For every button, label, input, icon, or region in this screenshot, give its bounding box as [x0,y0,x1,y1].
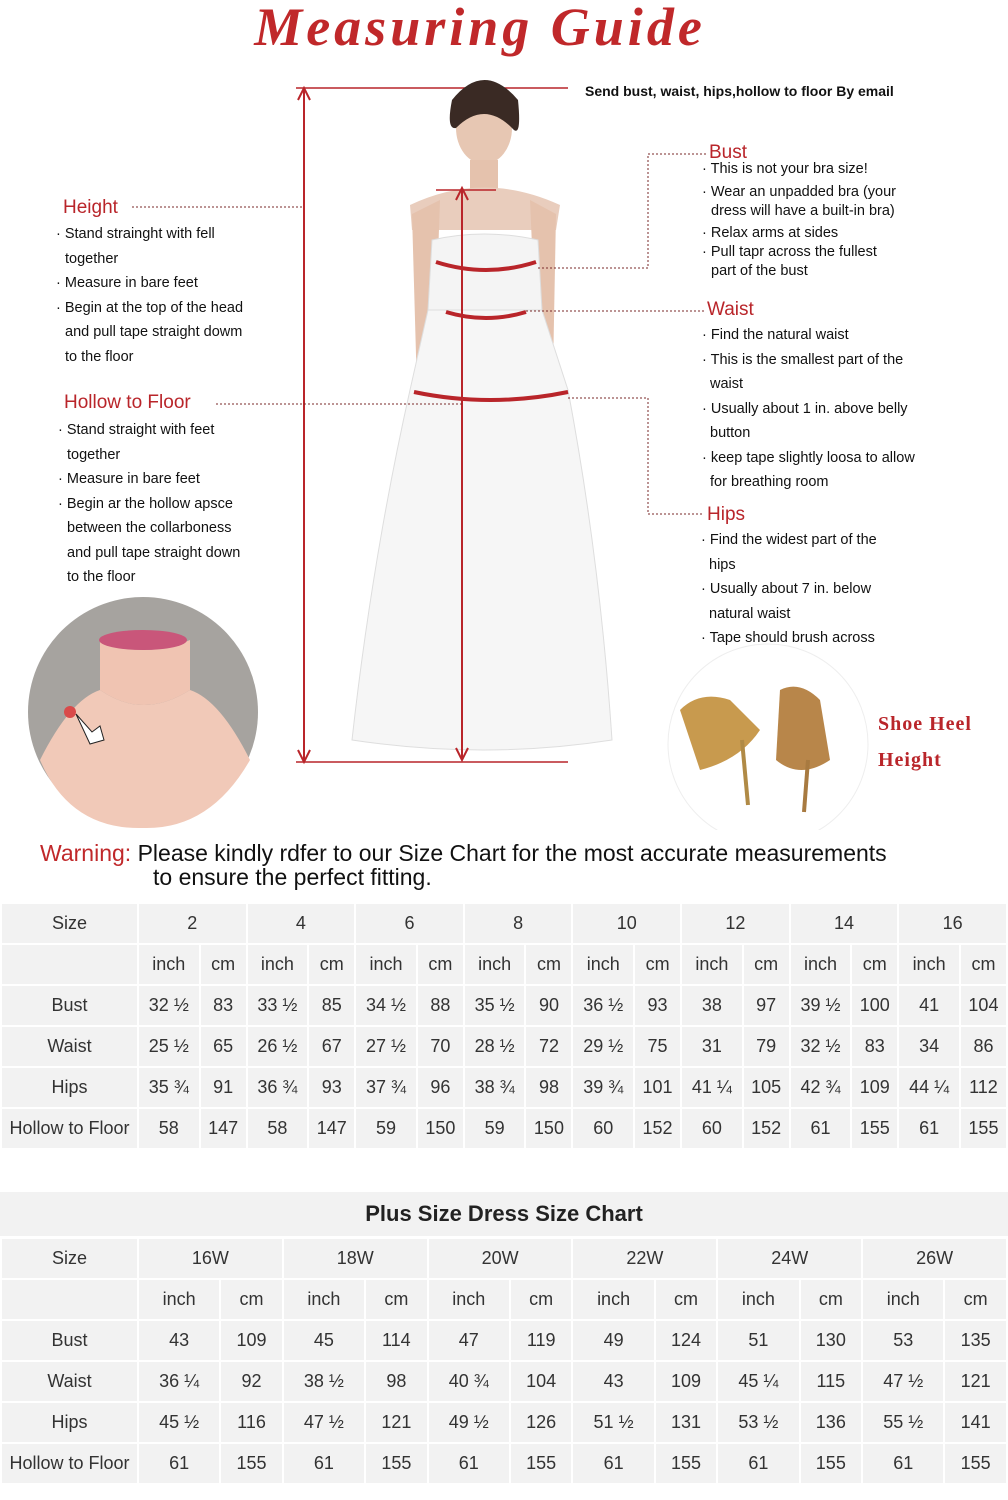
unit-cm: cm [960,944,1007,985]
table-cell: 98 [525,1067,572,1108]
plus-table-cell: 92 [220,1361,283,1402]
unit-inch: inch [138,944,200,985]
table-cell: 75 [634,1026,681,1067]
warning-note [40,841,887,889]
plus-row-label: Hips [1,1402,138,1443]
plus-table-cell: 51 ½ [572,1402,654,1443]
plus-size-col-24w: 24W [717,1238,862,1279]
unit-cm: cm [743,944,790,985]
plus-unit-cm: cm [800,1279,863,1320]
plus-table-cell: 61 [717,1443,799,1484]
plus-size-col-22w: 22W [572,1238,717,1279]
plus-unit-inch: inch [862,1279,944,1320]
plus-table-cell: 126 [510,1402,573,1443]
table-cell: 37 ¾ [355,1067,417,1108]
waist-line-6: · keep tape slightly loosa to allow [702,449,915,466]
plus-table-cell: 130 [800,1320,863,1361]
table-cell: 155 [960,1108,1007,1149]
height-line-2: together [65,250,119,267]
hollow-line-5: between the collarboness [67,520,232,536]
table-cell: 91 [200,1067,247,1108]
table-cell: 109 [851,1067,898,1108]
plus-table-cell: 61 [138,1443,220,1484]
table-cell: 35 ¾ [138,1067,200,1108]
plus-table-cell: 115 [800,1361,863,1402]
bust-line-1: · This is not your bra size! [702,161,868,177]
email-note: Send bust, waist, hips,hollow to floor By email [585,83,894,99]
size-col-10: 10 [572,903,681,944]
plus-unit-cm: cm [944,1279,1007,1320]
table-cell: 152 [634,1108,681,1149]
bust-line-2: · Wear an unpadded bra (your [702,184,896,200]
table-cell: 150 [525,1108,572,1149]
hips-line-4: natural waist [709,605,791,622]
plus-table-cell: 45 ½ [138,1402,220,1443]
plus-table-cell: 104 [510,1361,573,1402]
unit-inch: inch [681,944,743,985]
plus-table-row [1,1402,1007,1443]
plus-table-cell: 49 [572,1320,654,1361]
unit-cm: cm [200,944,247,985]
table-cell: 60 [681,1108,743,1149]
waist-line-7: for breathing room [710,474,829,490]
table-cell: 41 [898,985,960,1026]
plus-table-cell: 61 [428,1443,510,1484]
waist-line-4: · Usually about 1 in. above belly [702,400,908,417]
table-cell: 72 [525,1026,572,1067]
plus-table-cell: 45 [283,1320,365,1361]
waist-title: Waist [707,299,754,320]
table-cell: 58 [247,1108,309,1149]
plus-table-cell: 43 [572,1361,654,1402]
table-cell: 42 ¾ [790,1067,852,1108]
table-cell: 34 [898,1026,960,1067]
table-cell: 28 ½ [464,1026,526,1067]
shoe-inset [668,644,868,830]
plus-table-cell: 45 ¼ [717,1361,799,1402]
plus-table-row [1,1320,1007,1361]
row-label: Bust [1,985,138,1026]
hips-line-5: · Tape should brush across [701,630,875,646]
table-cell: 155 [851,1108,898,1149]
table-cell: 147 [200,1108,247,1149]
table-cell: 59 [355,1108,417,1149]
plus-row-label: Hollow to Floor [1,1443,138,1484]
plus-table-cell: 121 [944,1361,1007,1402]
warning-label: Warning: [40,840,132,866]
hollow-line-2: together [67,446,121,463]
bust-line-5: · Pull tapr across the fullest [702,244,877,260]
table-cell: 29 ½ [572,1026,634,1067]
plus-table-cell: 51 [717,1320,799,1361]
plus-unit-row-blank [1,1279,138,1320]
table-row [1,1026,1007,1067]
shoe-heel-label [878,706,972,778]
guide-title: Measuring Guide [254,0,706,57]
height-line-4: · Begin at the top of the head [56,299,244,316]
table-cell: 38 ¾ [464,1067,526,1108]
unit-inch: inch [247,944,309,985]
table-cell: 25 ½ [138,1026,200,1067]
unit-inch: inch [464,944,526,985]
bust-line-3: dress will have a built-in bra) [711,203,895,219]
hollow-line-4: · Begin ar the hollow apsce [58,495,233,512]
row-label: Hollow to Floor [1,1108,138,1149]
height-line-1: · Stand strainght with fell [56,226,215,242]
unit-inch: inch [790,944,852,985]
table-cell: 35 ½ [464,985,526,1026]
plus-unit-inch: inch [717,1279,799,1320]
unit-cm: cm [634,944,681,985]
plus-table-cell: 121 [365,1402,428,1443]
plus-unit-cm: cm [510,1279,573,1320]
hips-line-1: · Find the widest part of the [701,532,877,548]
plus-table-cell: 98 [365,1361,428,1402]
plus-table-cell: 155 [944,1443,1007,1484]
hollow-title: Hollow to Floor [64,392,191,413]
hollow-line-3: · Measure in bare feet [58,471,200,487]
table-cell: 33 ½ [247,985,309,1026]
table-cell: 97 [743,985,790,1026]
height-line-6: to the floor [65,348,134,365]
shoe-heel-line-2: Height [878,749,942,771]
hips-instructions [701,528,877,651]
plus-table-cell: 49 ½ [428,1402,510,1443]
table-cell: 32 ½ [138,985,200,1026]
table-cell: 39 ¾ [572,1067,634,1108]
table-cell: 41 ¼ [681,1067,743,1108]
plus-table-row [1,1443,1007,1484]
row-label: Waist [1,1026,138,1067]
unit-cm: cm [851,944,898,985]
size-col-6: 6 [355,903,464,944]
hollow-line-1: · Stand straight with feet [58,422,215,438]
plus-unit-inch: inch [572,1279,654,1320]
table-cell: 150 [417,1108,464,1149]
neck-hollow-inset [28,597,258,828]
table-cell: 152 [743,1108,790,1149]
plus-table-row [1,1361,1007,1402]
size-col-16: 16 [898,903,1007,944]
table-cell: 36 ¾ [247,1067,309,1108]
bust-line-4: · Relax arms at sides [702,225,839,241]
hollow-instructions [58,418,240,590]
table-cell: 26 ½ [247,1026,309,1067]
size-col-8: 8 [464,903,573,944]
unit-cm: cm [525,944,572,985]
height-line-3: · Measure in bare feet [56,275,198,291]
table-cell: 100 [851,985,898,1026]
plus-table-cell: 61 [283,1443,365,1484]
plus-size-col-16w: 16W [138,1238,283,1279]
table-cell: 65 [200,1026,247,1067]
table-cell: 104 [960,985,1007,1026]
plus-size-title: Plus Size Dress Size Chart [0,1192,1008,1236]
plus-table-cell: 38 ½ [283,1361,365,1402]
table-row [1,1067,1007,1108]
waist-line-3: waist [710,376,744,392]
plus-unit-inch: inch [283,1279,365,1320]
table-cell: 39 ½ [790,985,852,1026]
plus-size-col-18w: 18W [283,1238,428,1279]
plus-table-cell: 47 ½ [283,1402,365,1443]
table-cell: 79 [743,1026,790,1067]
table-row [1,1108,1007,1149]
plus-table-cell: 155 [220,1443,283,1484]
table-cell: 90 [525,985,572,1026]
plus-table-cell: 131 [655,1402,718,1443]
table-row [1,985,1007,1026]
size-col-2: 2 [138,903,247,944]
plus-table-cell: 47 ½ [862,1361,944,1402]
table-cell: 96 [417,1067,464,1108]
table-cell: 70 [417,1026,464,1067]
plus-size-label: Size [1,1238,138,1279]
waist-line-1: · Find the natural waist [702,327,849,343]
table-cell: 83 [851,1026,898,1067]
size-chart-table [0,902,1008,1150]
plus-table-cell: 53 [862,1320,944,1361]
plus-size-chart-table [0,1237,1008,1485]
table-cell: 67 [308,1026,355,1067]
plus-table-cell: 136 [800,1402,863,1443]
plus-table-cell: 155 [800,1443,863,1484]
plus-row-label: Waist [1,1361,138,1402]
plus-table-cell: 155 [655,1443,718,1484]
table-cell: 27 ½ [355,1026,417,1067]
table-cell: 61 [898,1108,960,1149]
table-cell: 44 ¼ [898,1067,960,1108]
table-cell: 38 [681,985,743,1026]
size-label: Size [1,903,138,944]
plus-row-label: Bust [1,1320,138,1361]
plus-table-cell: 155 [365,1443,428,1484]
height-line-5: and pull tape straight dowm [65,324,243,340]
waist-instructions [702,323,915,495]
waist-line-2: · This is the smallest part of the [702,351,904,368]
plus-unit-row [1,1279,1007,1320]
table-cell: 83 [200,985,247,1026]
table-cell: 93 [308,1067,355,1108]
table-cell: 31 [681,1026,743,1067]
table-cell: 101 [634,1067,681,1108]
table-cell: 105 [743,1067,790,1108]
table-cell: 86 [960,1026,1007,1067]
hips-line-2: hips [709,556,736,573]
table-cell: 58 [138,1108,200,1149]
plus-size-col-20w: 20W [428,1238,573,1279]
unit-row-blank [1,944,138,985]
unit-inch: inch [898,944,960,985]
plus-table-cell: 124 [655,1320,718,1361]
plus-size-col-26w: 26W [862,1238,1007,1279]
unit-cm: cm [417,944,464,985]
plus-table-cell: 47 [428,1320,510,1361]
dress-model-figure [352,80,612,750]
size-col-12: 12 [681,903,790,944]
table-cell: 36 ½ [572,985,634,1026]
height-title: Height [63,197,118,218]
plus-table-cell: 43 [138,1320,220,1361]
plus-unit-inch: inch [138,1279,220,1320]
table-cell: 59 [464,1108,526,1149]
plus-unit-inch: inch [428,1279,510,1320]
plus-table-cell: 119 [510,1320,573,1361]
plus-unit-cm: cm [365,1279,428,1320]
unit-cm: cm [308,944,355,985]
hollow-line-6: and pull tape straight down [67,544,241,561]
plus-table-cell: 61 [572,1443,654,1484]
size-col-14: 14 [790,903,899,944]
table-cell: 34 ½ [355,985,417,1026]
table-cell: 112 [960,1067,1007,1108]
table-cell: 147 [308,1108,355,1149]
size-header-row [1,903,1007,944]
unit-inch: inch [355,944,417,985]
height-instructions [56,222,243,369]
plus-table-cell: 36 ¼ [138,1361,220,1402]
table-cell: 60 [572,1108,634,1149]
plus-table-cell: 61 [862,1443,944,1484]
hips-line-3: · Usually about 7 in. below [701,581,872,597]
unit-inch: inch [572,944,634,985]
plus-table-cell: 141 [944,1402,1007,1443]
warning-line-1: Warning: Please kindly rdfer to our Size Chart for the most accurate measurements [40,840,887,866]
plus-table-cell: 109 [655,1361,718,1402]
waist-line-5: button [710,425,751,441]
plus-table-cell: 155 [510,1443,573,1484]
bust-title: Bust [709,142,748,163]
plus-unit-cm: cm [220,1279,283,1320]
table-cell: 32 ½ [790,1026,852,1067]
plus-table-cell: 109 [220,1320,283,1361]
plus-table-cell: 135 [944,1320,1007,1361]
plus-table-cell: 114 [365,1320,428,1361]
table-cell: 93 [634,985,681,1026]
plus-table-cell: 40 ¾ [428,1361,510,1402]
table-cell: 61 [790,1108,852,1149]
row-label: Hips [1,1067,138,1108]
plus-table-cell: 55 ½ [862,1402,944,1443]
shoe-heel-line-1: Shoe Heel [878,713,972,735]
hips-title: Hips [707,504,746,525]
hollow-line-7: to the floor [67,569,136,585]
table-cell: 85 [308,985,355,1026]
plus-table-cell: 53 ½ [717,1402,799,1443]
table-cell: 88 [417,985,464,1026]
plus-table-cell: 116 [220,1402,283,1443]
unit-row [1,944,1007,985]
bust-instructions [702,160,896,281]
bust-line-6: part of the bust [711,263,808,279]
warning-line-2: to ensure the perfect fitting. [153,864,432,890]
plus-unit-cm: cm [655,1279,718,1320]
plus-size-header-row [1,1238,1007,1279]
size-col-4: 4 [247,903,356,944]
